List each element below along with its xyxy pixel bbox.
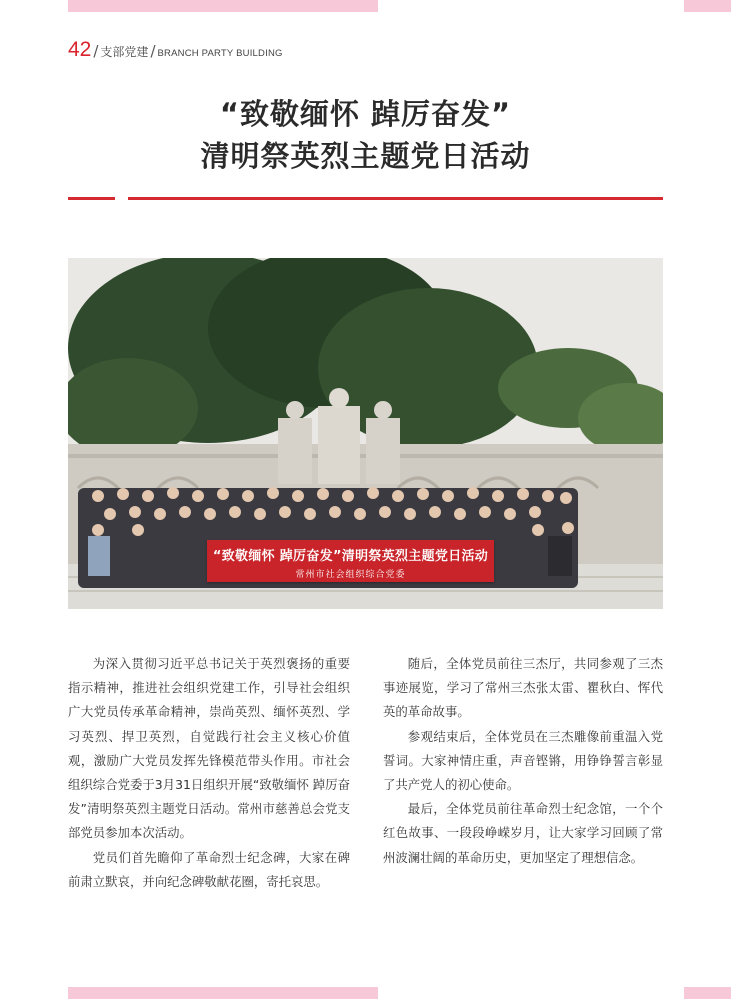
section-name-chinese: 支部党建 <box>100 45 149 59</box>
running-header <box>68 38 283 62</box>
paragraph: 参观结束后，全体党员在三杰雕像前重温入党誓词。大家神情庄重，声音铿锵，用铮铮誓言彰显了共产党人的初心使命。 <box>383 728 663 793</box>
paragraph: 最后，全体党员前往革命烈士纪念馆，一个个红色故事、一段段峥嵘岁月，让大家学习回顾了常州波澜壮阔的革命历史，更加坚定了理想信念。 <box>383 801 663 865</box>
article-column-left <box>68 652 350 894</box>
section-name-english: BRANCH PARTY BUILDING <box>157 48 283 59</box>
article-column-right <box>383 652 663 870</box>
bottom-pink-bar-right <box>684 987 731 999</box>
group-photo <box>68 258 663 609</box>
photo-banner <box>207 540 494 582</box>
title-rule-short <box>68 197 115 200</box>
page-number: 42 <box>68 38 92 61</box>
top-pink-bar-left <box>68 0 378 12</box>
article-title-line-1: “致敬缅怀 踔厉奋发” <box>219 97 512 131</box>
header-separator: / <box>93 42 99 60</box>
banner-title: “致敬缅怀 踔厉奋发”清明祭英烈主题党日活动 <box>212 549 489 564</box>
paragraph: 为深入贯彻习近平总书记关于英烈褒扬的重要指示精神，推进社会组织党建工作，引导社会组织广大党员传承革命精神，崇尚英烈、缅怀英烈、学习英烈、捍卫英烈，自觉践行社会主义核心价值观，激励广大党员发挥先锋模范带头作用。市社会组织综合党委于3月31日组织开展“致敬缅怀 踔厉奋发”清明祭英烈主题党日活动。常州市慈善总会党支部党员参加本次活动。 <box>68 656 350 841</box>
title-rule-long <box>128 197 663 200</box>
article-title-line-2: 清明祭英烈主题党日活动 <box>200 139 531 173</box>
header-separator-2: / <box>150 42 156 60</box>
top-pink-bar-right <box>684 0 731 12</box>
banner-organization: 常州市社会组织综合党委 <box>295 570 406 580</box>
paragraph: 党员们首先瞻仰了革命烈士纪念碑，大家在碑前肃立默哀，并向纪念碑敬献花圈，寄托哀思。 <box>68 849 350 889</box>
bottom-pink-bar-left <box>68 987 378 999</box>
paragraph: 随后，全体党员前往三杰厅，共同参观了三杰事迹展览，学习了常州三杰张太雷、瞿秋白、恽代英的革命故事。 <box>383 656 663 720</box>
